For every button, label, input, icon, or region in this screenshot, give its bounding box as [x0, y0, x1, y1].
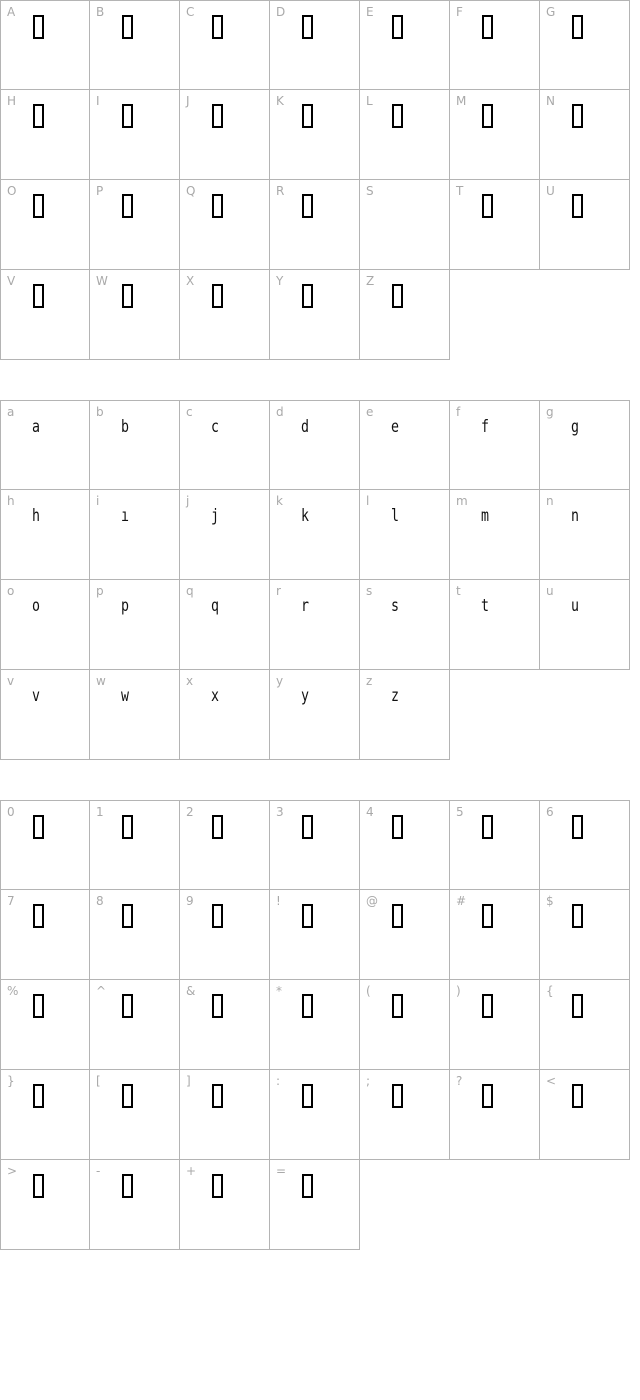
glyph-cell [450, 0, 540, 90]
missing-glyph-box [392, 904, 403, 928]
glyph-cell [90, 0, 180, 90]
glyph-cell-label: o [7, 584, 15, 598]
glyph-cell [0, 400, 90, 490]
missing-glyph-box [482, 815, 493, 839]
glyph-cell [270, 580, 360, 670]
glyph-sample: o [32, 596, 40, 616]
glyph-cell-label: % [7, 984, 19, 998]
glyph-cell-label: u [546, 584, 554, 598]
glyph-cell-label: P [96, 184, 104, 198]
glyph-cell [450, 180, 540, 270]
glyph-cell [450, 400, 540, 490]
glyph-cell [180, 980, 270, 1070]
glyph-cell-label: ( [366, 984, 371, 998]
glyph-sample: d [301, 417, 309, 437]
lowercase-grid [0, 400, 640, 760]
glyph-cell-label: y [276, 674, 284, 688]
glyph-cell [360, 580, 450, 670]
glyph-cell [360, 980, 450, 1070]
glyph-cell [180, 400, 270, 490]
glyph-cell [360, 180, 450, 270]
glyph-cell-label: J [186, 94, 190, 108]
glyph-cell-label: Z [366, 274, 375, 288]
glyph-cell-label: r [276, 584, 281, 598]
missing-glyph-box [572, 904, 583, 928]
glyph-cell-label: W [96, 274, 108, 288]
uppercase-grid [0, 0, 640, 360]
glyph-sample: z [391, 686, 399, 706]
glyph-sample: m [481, 506, 489, 526]
missing-glyph-box [122, 284, 133, 308]
glyph-cell-label: C [186, 5, 195, 19]
glyph-cell [540, 800, 630, 890]
glyph-cell [270, 670, 360, 760]
missing-glyph-box [33, 1174, 44, 1198]
glyph-sample: l [391, 506, 399, 526]
missing-glyph-box [212, 104, 223, 128]
glyph-cell-label: s [366, 584, 373, 598]
glyph-sample: r [301, 596, 309, 616]
glyph-cell [0, 490, 90, 580]
missing-glyph-box [122, 104, 133, 128]
missing-glyph-box [122, 904, 133, 928]
missing-glyph-box [122, 1174, 133, 1198]
missing-glyph-box [482, 904, 493, 928]
missing-glyph-box [122, 994, 133, 1018]
glyph-cell [180, 90, 270, 180]
glyph-cell [270, 180, 360, 270]
glyph-sample: y [301, 686, 309, 706]
missing-glyph-box [572, 1084, 583, 1108]
glyph-cell [0, 800, 90, 890]
lowercase-section [0, 400, 640, 760]
glyph-cell-label: q [186, 584, 194, 598]
glyph-cell-label: 0 [7, 805, 15, 819]
missing-glyph-box [392, 104, 403, 128]
glyph-cell-label: M [456, 94, 467, 108]
glyph-cell-label: F [456, 5, 463, 19]
glyph-cell-label: ] [186, 1074, 191, 1088]
glyph-sample: ı [121, 506, 129, 526]
glyph-cell-label: N [546, 94, 555, 108]
glyph-cell-label: X [186, 274, 195, 288]
glyph-cell-label: e [366, 405, 374, 419]
missing-glyph-box [33, 15, 44, 39]
glyph-cell [270, 400, 360, 490]
glyph-cell-label: $ [546, 894, 554, 908]
glyph-cell-label: ^ [96, 984, 107, 998]
glyph-cell [180, 1160, 270, 1250]
glyph-cell-label: T [456, 184, 464, 198]
missing-glyph-box [482, 104, 493, 128]
glyph-cell [180, 1070, 270, 1160]
glyph-cell-label: } [7, 1074, 15, 1088]
glyph-cell [180, 490, 270, 580]
missing-glyph-box [33, 904, 44, 928]
glyph-cell [360, 400, 450, 490]
missing-glyph-box [572, 104, 583, 128]
missing-glyph-box [392, 994, 403, 1018]
missing-glyph-box [302, 994, 313, 1018]
missing-glyph-box [33, 815, 44, 839]
glyph-cell-label: Y [276, 274, 284, 288]
glyph-cell [360, 1070, 450, 1160]
glyph-cell-label: k [276, 494, 283, 508]
glyph-cell [540, 400, 630, 490]
missing-glyph-box [392, 284, 403, 308]
glyph-cell [0, 180, 90, 270]
uppercase-section [0, 0, 640, 360]
glyph-cell [180, 580, 270, 670]
glyph-cell-label: p [96, 584, 104, 598]
missing-glyph-box [33, 994, 44, 1018]
missing-glyph-box [212, 15, 223, 39]
glyph-cell-label: w [96, 674, 106, 688]
glyph-cell-label: G [546, 5, 556, 19]
glyph-cell-label: l [366, 494, 370, 508]
glyph-sample: v [32, 686, 40, 706]
glyph-cell [360, 0, 450, 90]
missing-glyph-box [212, 194, 223, 218]
glyph-sample: w [121, 686, 129, 706]
glyph-cell [90, 490, 180, 580]
glyph-cell-label: ! [276, 894, 281, 908]
glyph-sample: h [32, 506, 40, 526]
glyph-cell-label: j [186, 494, 190, 508]
glyph-cell [540, 580, 630, 670]
glyph-cell [270, 890, 360, 980]
glyph-cell-label: S [366, 184, 374, 198]
glyph-cell [90, 800, 180, 890]
missing-glyph-box [302, 1174, 313, 1198]
glyph-cell [270, 800, 360, 890]
missing-glyph-box [212, 904, 223, 928]
glyph-cell [450, 580, 540, 670]
glyph-cell [360, 800, 450, 890]
missing-glyph-box [212, 1174, 223, 1198]
glyph-cell [450, 1070, 540, 1160]
glyph-cell-label: f [456, 405, 461, 419]
glyph-sample: u [571, 596, 579, 616]
glyph-cell [90, 670, 180, 760]
missing-glyph-box [33, 104, 44, 128]
glyph-cell-label: K [276, 94, 284, 108]
missing-glyph-box [122, 1084, 133, 1108]
glyph-cell-label: > [7, 1164, 18, 1178]
glyph-cell-label: v [7, 674, 15, 688]
numbers-symbols-grid [0, 800, 640, 1250]
glyph-cell-label: L [366, 94, 373, 108]
glyph-cell-label: 6 [546, 805, 554, 819]
glyph-cell-label: E [366, 5, 374, 19]
glyph-cell-label: - [96, 1164, 101, 1178]
missing-glyph-box [122, 194, 133, 218]
glyph-cell-label: 8 [96, 894, 104, 908]
glyph-cell-label: * [276, 984, 282, 998]
glyph-cell [540, 180, 630, 270]
glyph-sample: p [121, 596, 129, 616]
missing-glyph-box [302, 284, 313, 308]
glyph-cell [90, 400, 180, 490]
glyph-cell [0, 0, 90, 90]
missing-glyph-box [122, 815, 133, 839]
glyph-cell-label: 9 [186, 894, 194, 908]
glyph-cell [90, 90, 180, 180]
glyph-cell-label: b [96, 405, 104, 419]
glyph-cell [180, 180, 270, 270]
glyph-cell-label: : [276, 1074, 281, 1088]
glyph-sample: g [571, 417, 579, 437]
glyph-cell-label: c [186, 405, 193, 419]
glyph-cell-label: Q [186, 184, 196, 198]
missing-glyph-box [212, 994, 223, 1018]
glyph-cell [180, 0, 270, 90]
glyph-cell-label: 7 [7, 894, 15, 908]
glyph-cell-label: ) [456, 984, 461, 998]
missing-glyph-box [33, 1084, 44, 1108]
glyph-cell [540, 0, 630, 90]
glyph-cell [90, 270, 180, 360]
missing-glyph-box [33, 284, 44, 308]
glyph-cell [540, 980, 630, 1070]
glyph-cell-label: < [546, 1074, 557, 1088]
glyph-cell-label: g [546, 405, 554, 419]
glyph-cell-label: [ [96, 1074, 101, 1088]
glyph-cell-label: I [96, 94, 100, 108]
glyph-cell [360, 270, 450, 360]
glyph-cell-label: ? [456, 1074, 463, 1088]
glyph-cell [540, 90, 630, 180]
missing-glyph-box [392, 815, 403, 839]
glyph-cell [0, 1070, 90, 1160]
glyph-cell [540, 890, 630, 980]
missing-glyph-box [212, 815, 223, 839]
missing-glyph-box [572, 815, 583, 839]
missing-glyph-box [302, 15, 313, 39]
missing-glyph-box [302, 815, 313, 839]
glyph-cell [0, 890, 90, 980]
glyph-cell [180, 270, 270, 360]
missing-glyph-box [572, 194, 583, 218]
glyph-cell-label: O [7, 184, 17, 198]
glyph-cell-label: D [276, 5, 286, 19]
missing-glyph-box [212, 284, 223, 308]
glyph-cell [90, 1160, 180, 1250]
glyph-cell [0, 90, 90, 180]
glyph-cell-label: { [546, 984, 554, 998]
glyph-cell-label: 5 [456, 805, 464, 819]
glyph-cell-label: 2 [186, 805, 194, 819]
glyph-cell-label: @ [366, 894, 378, 908]
missing-glyph-box [392, 15, 403, 39]
missing-glyph-box [212, 1084, 223, 1108]
glyph-cell [0, 580, 90, 670]
glyph-cell-label: + [186, 1164, 197, 1178]
glyph-cell [540, 490, 630, 580]
glyph-sample: s [391, 596, 399, 616]
glyph-cell-label: n [546, 494, 554, 508]
glyph-cell [90, 580, 180, 670]
glyph-cell [360, 890, 450, 980]
glyph-cell-label: t [456, 584, 461, 598]
glyph-cell [270, 1070, 360, 1160]
glyph-cell-label: 4 [366, 805, 374, 819]
missing-glyph-box [572, 15, 583, 39]
glyph-sample: b [121, 417, 129, 437]
glyph-cell-label: h [7, 494, 15, 508]
glyph-cell [0, 270, 90, 360]
glyph-cell [360, 490, 450, 580]
glyph-cell-label: i [96, 494, 100, 508]
glyph-cell-label: R [276, 184, 285, 198]
glyph-cell [0, 670, 90, 760]
glyph-cell-label: U [546, 184, 555, 198]
glyph-sample: j [211, 506, 219, 526]
missing-glyph-box [302, 904, 313, 928]
missing-glyph-box [572, 994, 583, 1018]
glyph-cell [360, 670, 450, 760]
glyph-cell [270, 490, 360, 580]
missing-glyph-box [482, 994, 493, 1018]
glyph-cell [90, 180, 180, 270]
glyph-sample: t [481, 596, 489, 616]
glyph-sample: a [32, 417, 40, 437]
glyph-cell-label: & [186, 984, 196, 998]
glyph-cell [360, 90, 450, 180]
missing-glyph-box [302, 194, 313, 218]
missing-glyph-box [302, 1084, 313, 1108]
glyph-cell [270, 90, 360, 180]
glyph-sample: c [211, 417, 219, 437]
glyph-cell-label: = [276, 1164, 287, 1178]
missing-glyph-box [482, 1084, 493, 1108]
glyph-cell [90, 980, 180, 1070]
glyph-cell [450, 90, 540, 180]
glyph-cell [450, 890, 540, 980]
glyph-cell-label: d [276, 405, 284, 419]
glyph-cell [450, 980, 540, 1070]
glyph-sample: e [391, 417, 399, 437]
glyph-sample: x [211, 686, 219, 706]
glyph-cell-label: V [7, 274, 16, 288]
glyph-cell-label: 3 [276, 805, 284, 819]
glyph-cell [180, 670, 270, 760]
glyph-sample: q [211, 596, 219, 616]
glyph-cell-label: A [7, 5, 16, 19]
missing-glyph-box [392, 1084, 403, 1108]
glyph-sample: f [481, 417, 489, 437]
missing-glyph-box [122, 15, 133, 39]
glyph-cell [270, 980, 360, 1070]
glyph-cell-label: B [96, 5, 105, 19]
missing-glyph-box [482, 15, 493, 39]
glyph-cell [180, 890, 270, 980]
glyph-cell-label: m [456, 494, 468, 508]
missing-glyph-box [302, 104, 313, 128]
glyph-sample: n [571, 506, 579, 526]
missing-glyph-box [482, 194, 493, 218]
glyph-cell-label: a [7, 405, 15, 419]
glyph-cell-label: z [366, 674, 373, 688]
numbers-symbols-section [0, 800, 640, 1250]
glyph-cell [270, 270, 360, 360]
missing-glyph-box [33, 194, 44, 218]
glyph-cell [90, 890, 180, 980]
glyph-cell-label: ; [366, 1074, 371, 1088]
glyph-sample: k [301, 506, 309, 526]
glyph-cell [540, 1070, 630, 1160]
glyph-cell [180, 800, 270, 890]
glyph-cell [450, 800, 540, 890]
glyph-cell-label: # [456, 894, 467, 908]
glyph-cell-label: H [7, 94, 17, 108]
glyph-cell [0, 1160, 90, 1250]
glyph-cell [90, 1070, 180, 1160]
glyph-cell [270, 0, 360, 90]
glyph-cell-label: x [186, 674, 194, 688]
glyph-cell-label: 1 [96, 805, 104, 819]
glyph-cell [450, 490, 540, 580]
glyph-cell [0, 980, 90, 1070]
glyph-cell [270, 1160, 360, 1250]
